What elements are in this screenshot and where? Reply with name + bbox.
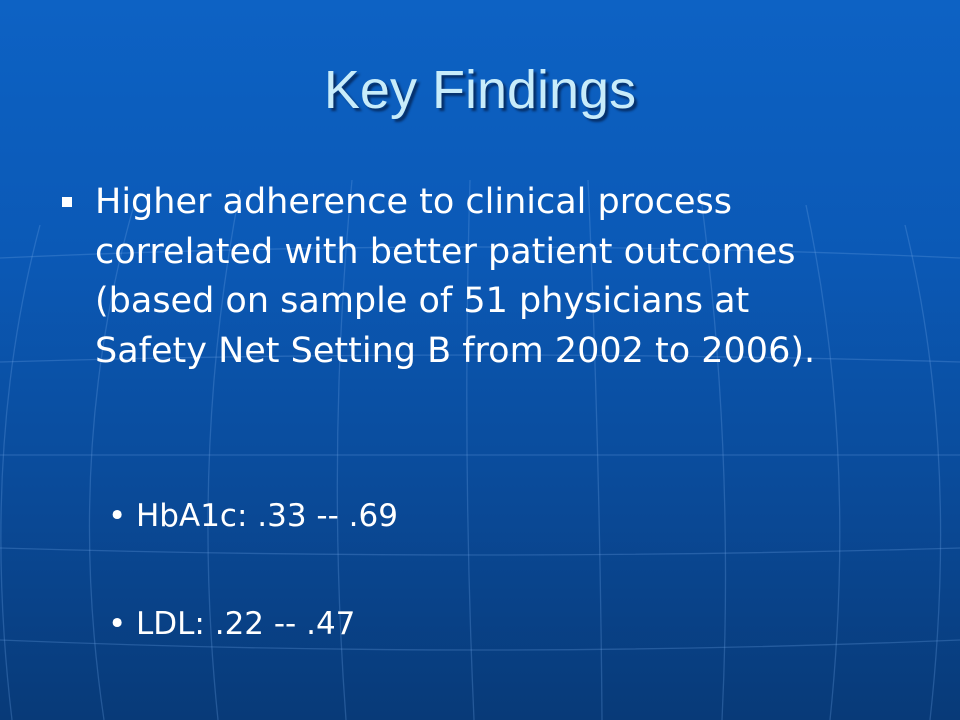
slide-title: Key Findings xyxy=(323,60,637,120)
round-bullet-icon: • xyxy=(108,606,127,642)
sub-bullet-hba1c xyxy=(108,496,708,536)
round-bullet-icon: • xyxy=(108,498,127,534)
sub-bullet-ldl xyxy=(108,604,708,644)
main-bullet-item xyxy=(62,178,862,376)
main-bullet-text: Higher adherence to clinical process correlated with better patient outcomes (based on sample of 51 physicians at Safety Net Setting B from 2002 to 2006). xyxy=(95,182,816,371)
sub-bullet-text: LDL: .22 -- .47 xyxy=(136,606,356,642)
sub-bullet-text: HbA1c: .33 -- .69 xyxy=(136,498,398,534)
square-bullet-icon xyxy=(62,197,72,207)
